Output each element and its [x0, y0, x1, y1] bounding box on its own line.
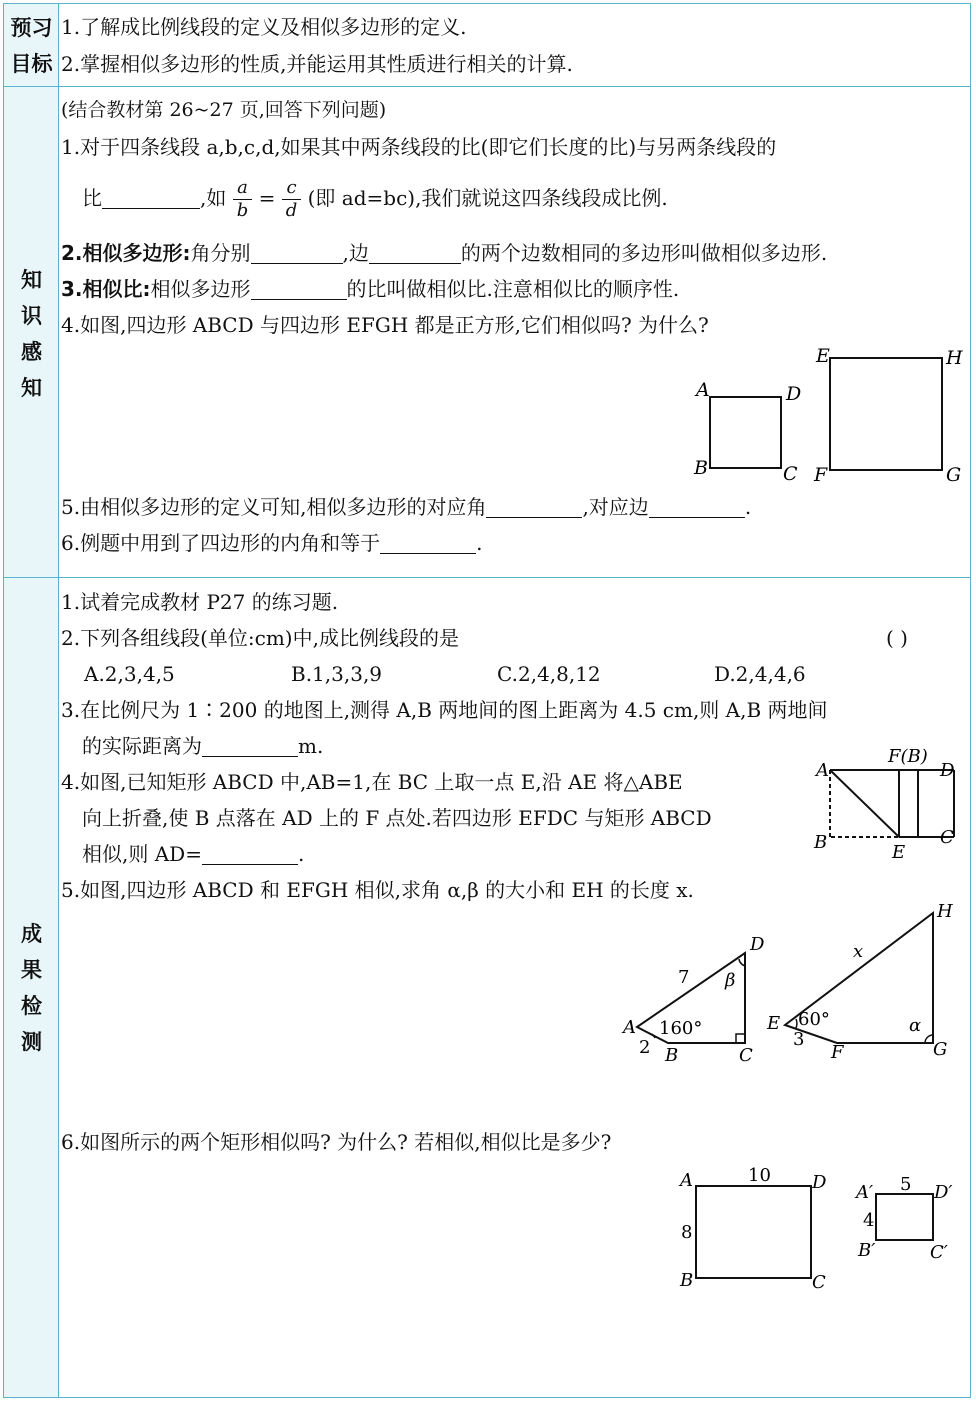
text: .: [297, 842, 305, 866]
point-label-c-prime: C′: [930, 1242, 948, 1263]
point-label-d: D: [750, 934, 765, 955]
angle-label-alpha: α: [909, 1015, 922, 1036]
side-label-x: x: [853, 941, 864, 962]
point-label-g: G: [946, 464, 962, 486]
knowledge-q2: [61, 240, 827, 266]
check-q5: 5.如图,四边形 ABCD 和 EFGH 相似,求角 α,β 的大小和 EH 的长度 x.: [61, 878, 694, 902]
check-q2-paren[interactable]: ( ): [886, 626, 908, 650]
answer-blank[interactable]: [649, 497, 745, 518]
rect-abcd: [696, 1186, 811, 1278]
angle-label-60: 60°: [798, 1009, 830, 1030]
figure-squares: [690, 340, 970, 490]
goal-1: 1.了解成比例线段的定义及相似多边形的定义.: [61, 15, 467, 39]
section-label-check: [4, 916, 59, 1060]
text: ,如: [200, 186, 227, 210]
point-label-c: C: [812, 1272, 826, 1293]
label-text: 目标: [10, 52, 53, 76]
check-q3-line1: 3.在比例尺为 1∶200 的地图上,测得 A,B 两地间的图上距离为 4.5 cm,则 A,B 两地间: [61, 698, 828, 722]
side-label-4: 4: [863, 1210, 875, 1231]
rect-a2b2c2d2: [876, 1194, 933, 1240]
side-label-2: 2: [639, 1037, 651, 1058]
divider: [4, 86, 970, 87]
point-label-c: C: [940, 827, 954, 848]
text: 的比叫做相似比.注意相似比的顺序性.: [346, 277, 680, 301]
text: 的两个边数相同的多边形叫做相似多边形.: [460, 241, 828, 265]
check-q1: 1.试着完成教材 P27 的练习题.: [61, 590, 339, 614]
fold-line-ae: [830, 770, 899, 837]
square-abcd: [710, 397, 781, 468]
side-label-7: 7: [678, 967, 690, 988]
point-label-b: B: [694, 457, 708, 479]
text: 角分别: [190, 241, 251, 265]
label-text: 检: [21, 994, 42, 1018]
divider: [4, 577, 970, 578]
label-text: 果: [21, 958, 42, 982]
option-c: C.2,4,8,12: [497, 662, 601, 686]
fraction-c-d: [282, 177, 302, 222]
text: m.: [298, 734, 324, 758]
knowledge-q1-line1: 1.对于四条线段 a,b,c,d,如果其中两条线段的比(即它们长度的比)与另两条线段的: [61, 135, 777, 159]
text: 相似,则 AD=: [82, 842, 202, 866]
point-label-c: C: [739, 1045, 753, 1066]
side-label-10: 10: [748, 1165, 771, 1186]
numerator: c: [286, 177, 297, 198]
knowledge-q6: [61, 530, 482, 556]
option-a: A.2,3,4,5: [84, 662, 175, 686]
angle-label-beta: β: [725, 970, 736, 991]
term: 3.相似比:: [61, 277, 151, 301]
label-text: 感: [21, 340, 42, 364]
equals: =: [258, 186, 276, 210]
knowledge-intro: (结合教材第 26~27 页,回答下列问题): [61, 99, 387, 121]
point-label-b: B: [665, 1045, 679, 1066]
point-label-h: H: [946, 347, 963, 369]
answer-blank[interactable]: [380, 533, 476, 554]
section-label-knowledge: [4, 262, 59, 406]
right-angle-c: [736, 1034, 745, 1043]
fraction-a-b: [233, 177, 253, 222]
label-text: 测: [21, 1030, 42, 1054]
point-label-d: D: [940, 760, 955, 781]
point-label-f: F: [814, 464, 828, 486]
point-label-f: F: [831, 1042, 844, 1063]
point-label-e: E: [816, 345, 830, 367]
answer-blank[interactable]: [486, 497, 582, 518]
figure-similar-quadrilaterals: [615, 895, 970, 1075]
check-q4-line3: [82, 841, 304, 867]
knowledge-q1-line2: [82, 173, 668, 223]
angle-arc-e: [796, 1019, 797, 1028]
text: ,对应边: [582, 495, 649, 519]
point-label-e: E: [892, 842, 906, 863]
text: 比: [82, 186, 102, 210]
denominator: b: [233, 199, 253, 222]
point-label-a: A: [816, 760, 829, 781]
answer-blank[interactable]: [202, 844, 298, 865]
point-label-b-prime: B′: [858, 1240, 876, 1261]
check-q3-line2: [82, 733, 323, 759]
text: 5.由相似多边形的定义可知,相似多边形的对应角: [61, 495, 487, 519]
side-label-3: 3: [793, 1029, 805, 1050]
point-label-b: B: [814, 832, 828, 853]
label-text: 知: [21, 376, 42, 400]
square-efgh: [830, 358, 942, 470]
text: .: [744, 495, 752, 519]
answer-blank[interactable]: [251, 279, 347, 300]
check-q4-line2: 向上折叠,使 B 点落在 AD 上的 F 点处.若四边形 EFDC 与矩形 ABCD: [82, 806, 712, 830]
text: 的实际距离为: [82, 734, 202, 758]
term: 2.相似多边形:: [61, 241, 191, 265]
side-label-8: 8: [681, 1222, 693, 1243]
point-label-g: G: [933, 1039, 948, 1060]
angle-label-160: 160°: [659, 1018, 703, 1039]
point-label-d-prime: D′: [934, 1182, 953, 1203]
point-label-b: B: [680, 1270, 694, 1291]
check-q4-line1: 4.如图,已知矩形 ABCD 中,AB=1,在 BC 上取一点 E,沿 AE 将△ABE: [61, 770, 683, 794]
text: .: [476, 531, 483, 555]
section-label-preview: [4, 10, 59, 82]
option-b: B.1,3,3,9: [291, 662, 383, 686]
point-label-a: A: [623, 1017, 636, 1038]
text: 6.例题中用到了四边形的内角和等于: [61, 531, 381, 555]
point-label-fb: F(B): [888, 746, 928, 767]
option-d: D.2,4,4,6: [714, 662, 806, 686]
text: (即 ad=bc),我们就说这四条线段成比例.: [307, 186, 668, 210]
point-label-a: A: [696, 379, 710, 401]
point-label-d: D: [812, 1172, 827, 1193]
answer-blank[interactable]: [102, 188, 200, 209]
knowledge-q3: [61, 276, 679, 302]
point-label-c: C: [783, 463, 798, 485]
side-label-5: 5: [900, 1174, 912, 1195]
knowledge-q4: 4.如图,四边形 ABCD 与四边形 EFGH 都是正方形,它们相似吗? 为什么?: [61, 313, 709, 337]
check-q6: 6.如图所示的两个矩形相似吗? 为什么? 若相似,相似比是多少?: [61, 1130, 612, 1154]
point-label-h: H: [937, 901, 953, 922]
answer-blank[interactable]: [251, 243, 343, 264]
text: 相似多边形: [150, 277, 251, 301]
numerator: a: [237, 177, 248, 198]
goal-2: 2.掌握相似多边形的性质,并能运用其性质进行相关的计算.: [61, 52, 573, 76]
label-column: [4, 4, 59, 1397]
label-text: 预习: [10, 16, 53, 40]
knowledge-q5: [61, 494, 751, 520]
answer-blank[interactable]: [202, 736, 298, 757]
point-label-a: A: [680, 1170, 693, 1191]
figure-fold-rectangle: [808, 738, 968, 863]
denominator: d: [282, 199, 302, 222]
check-q2: 2.下列各组线段(单位:cm)中,成比例线段的是: [61, 626, 459, 650]
angle-arc-g: [925, 1035, 933, 1043]
label-text: 成: [21, 922, 42, 946]
answer-blank[interactable]: [369, 243, 461, 264]
point-label-d: D: [786, 383, 802, 405]
label-text: 识: [21, 304, 42, 328]
point-label-a-prime: A′: [856, 1182, 874, 1203]
text: ,边: [342, 241, 369, 265]
figure-two-rectangles: [670, 1158, 970, 1298]
point-label-e: E: [767, 1013, 781, 1034]
label-text: 知: [21, 268, 42, 292]
